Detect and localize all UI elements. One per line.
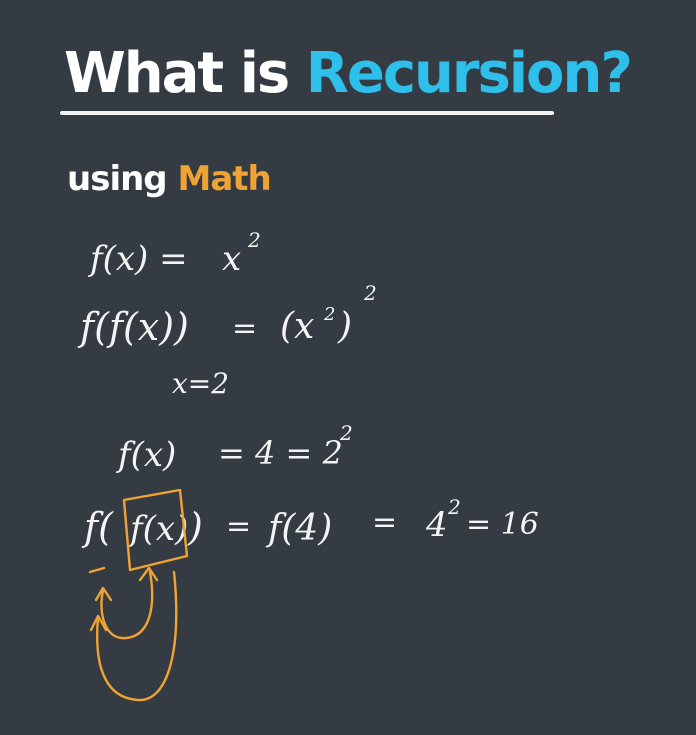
equation-line-5 bbox=[81, 495, 539, 549]
small-recursion-arrow bbox=[102, 572, 153, 638]
equation-line-2 bbox=[77, 281, 377, 349]
eq1-exponent: 2 bbox=[248, 228, 261, 252]
eq4-lhs: f(x) bbox=[118, 435, 177, 475]
subtitle-accent: Math bbox=[177, 159, 271, 199]
eq5-outer-open: f( bbox=[84, 505, 113, 549]
eq1-lhs: f(x) = bbox=[90, 239, 188, 279]
eq5-exponent: 2 bbox=[448, 495, 461, 519]
equation-line-4 bbox=[115, 421, 353, 475]
title-accent: Recursion? bbox=[305, 41, 631, 106]
eq5-middle: f(4) bbox=[268, 508, 333, 549]
subtitle-prefix: using bbox=[67, 159, 178, 199]
eq5-outer-close: ) bbox=[188, 505, 203, 549]
equation-line-3 bbox=[172, 367, 229, 400]
eq5-inner-call: f(x) bbox=[130, 509, 189, 549]
eq2-rhs: (x bbox=[280, 306, 315, 347]
eq2-inner-exponent: 2 bbox=[324, 304, 336, 325]
eq2-equals: = bbox=[232, 311, 258, 346]
eq2-outer-exponent: 2 bbox=[364, 281, 377, 305]
eq5-equals-2: = bbox=[372, 505, 398, 540]
eq5-base: 4 bbox=[426, 505, 448, 545]
eq5-equals-1: = bbox=[226, 509, 252, 544]
inner-arrow-head bbox=[140, 568, 157, 580]
equation-line-1 bbox=[87, 228, 261, 279]
eq1-rhs: x bbox=[222, 239, 242, 279]
eq2-rhs-close: ) bbox=[338, 306, 353, 347]
eq4-rhs: = 4 = 2 bbox=[218, 434, 343, 472]
start-tick-mark bbox=[90, 568, 104, 572]
title-prefix: What is bbox=[64, 41, 306, 106]
eq5-result: = 16 bbox=[466, 507, 539, 542]
eq2-lhs: f(f(x)) bbox=[80, 305, 189, 349]
eq3-substitution: x=2 bbox=[172, 367, 230, 400]
eq4-exponent: 2 bbox=[340, 421, 353, 445]
